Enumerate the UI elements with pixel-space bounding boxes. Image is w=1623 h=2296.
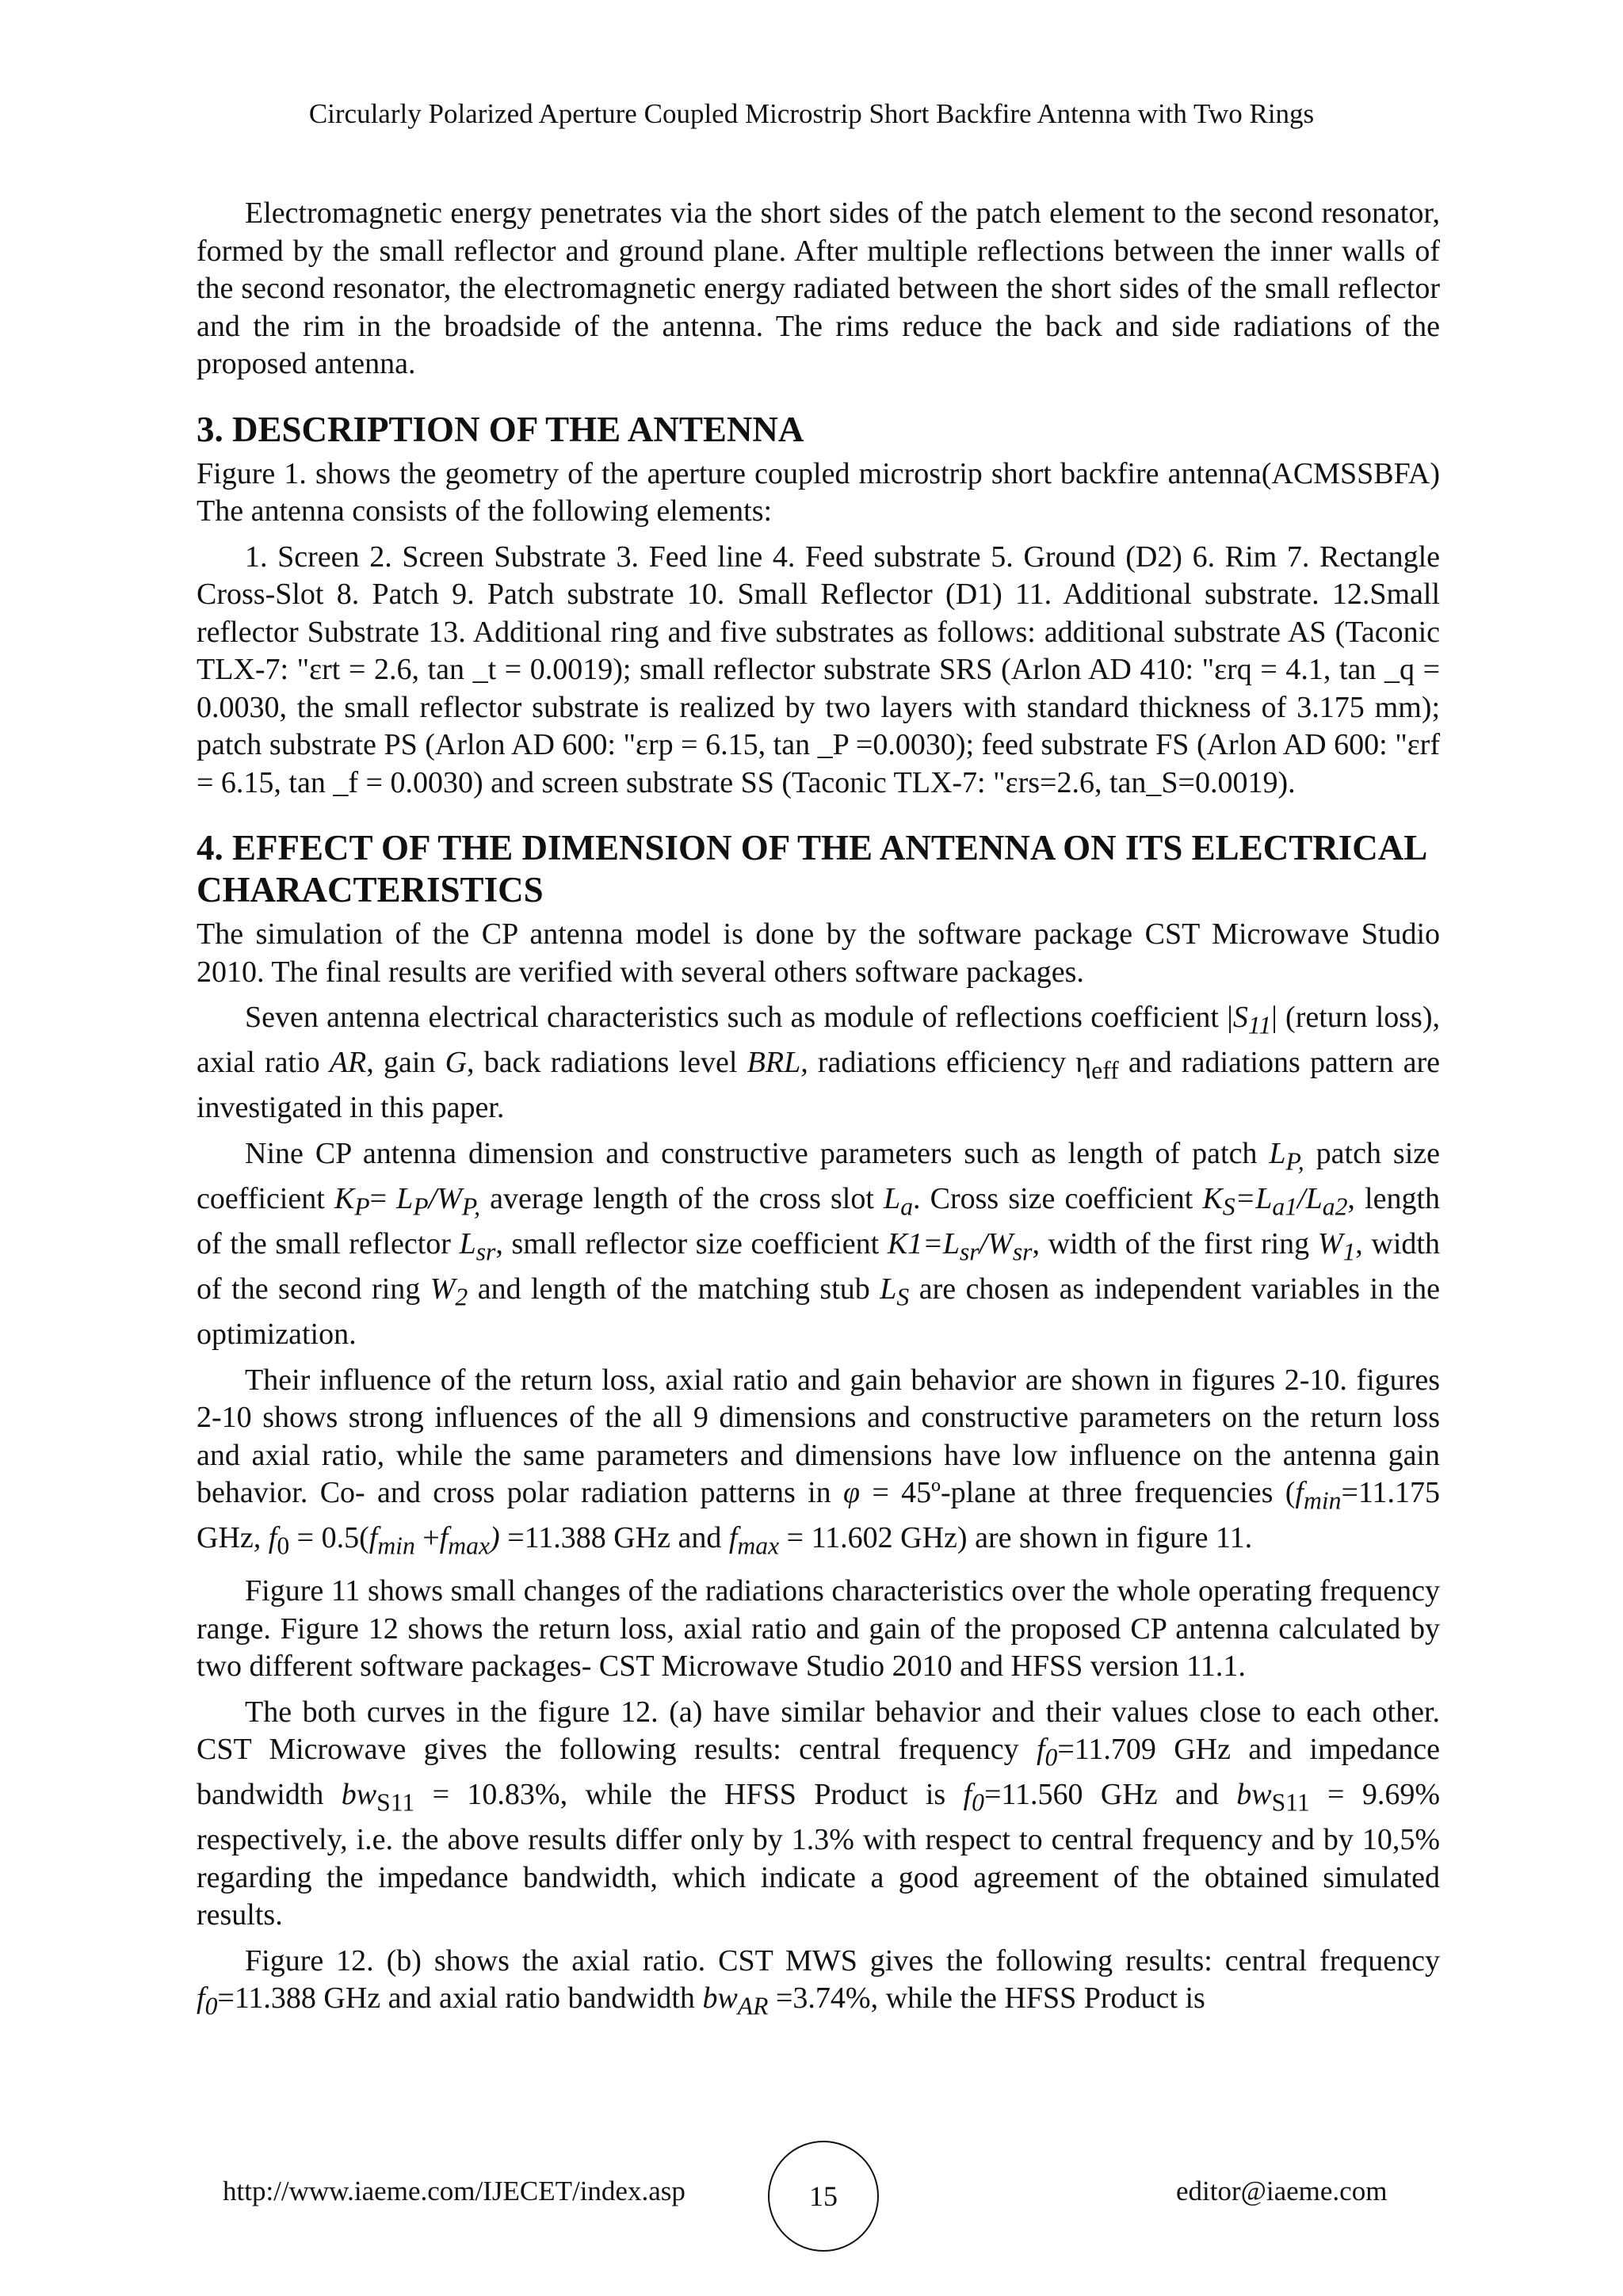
section-3-heading: 3. DESCRIPTION OF THE ANTENNA [197, 409, 804, 449]
paragraph-9: The both curves in the figure 12. (a) have similar behavior and their values close to each other. CST Microwave gives the following results: central frequency $f_0=11.709$ GHz and impedance bandwidth $bw_{S11} = 10.83\%$, while the HFSS Product is $f_0=11.560$ GHz and $bw_{S11} = 9.69\%$ respectively, i.e. the above results differ only by 1.3% with respect to central frequency and by 10,5% regarding the impedance bandwidth, which indicate a good agreement of the obtained simulated results. [197, 1695, 1441, 1932]
paragraph-10: Figure 12. (b) shows the axial ratio. CST MWS gives the following results: central frequency $f_0=11.388$ GHz and axial ratio bandwidth $bw_{AR} =3.74\%$, while the HFSS Product is [197, 1943, 1440, 2021]
editor-email-link[interactable]: editor@iaeme.com [1176, 2176, 1388, 2206]
section-4-heading: 4. EFFECT OF THE DIMENSION OF THE ANTENNA ON ITS ELECTRICAL CHARACTERISTICS [197, 828, 1426, 910]
paragraph-6: Nine CP antenna dimension and constructive parameters such as length of patch $L_{P,}$ patch size coefficient $K_P= L_P/W_{P,}$ average length of the cross slot $L_a$. Cross size coefficient $K_S=L_{a1}/L_{a2}$, length of the small reflector $L_{sr}$, small reflector size coefficient $K1=L_{sr}/W_{sr}$, width of the first ring $W_1$, width of the second ring $W_2$ and length of the matching stub $L_S$ are chosen as independent variables in the optimization. [197, 1136, 1441, 1352]
paragraph-4: The simulation of the CP antenna model is done by the software package CST Microwave Studio 2010. The final results are verified with several others software packages. [197, 917, 1440, 989]
page-number: 15 [768, 2141, 879, 2252]
main-text [197, 195, 1440, 2034]
page-footer [0, 2168, 1623, 2215]
paragraph-5: Seven antenna electrical characteristics such as module of reflections coefficient $|S_{11}|$ (return loss), axial ratio AR, gain G, back radiations level BRL, radiations efficiency $\eta_{eff}$ and radiations pattern are investigated in this paper. [197, 1001, 1441, 1125]
paragraph-1: Electromagnetic energy penetrates via the short sides of the patch element to the second resonator, formed by the small reflector and ground plane. After multiple reflections between the inner walls of the second resonator, the electromagnetic energy radiated between the short sides of the small reflector and the rim in the broadside of the antenna. The rims reduce the back and side radiations of the proposed antenna. [197, 196, 1440, 380]
paragraph-2: Figure 1. shows the geometry of the aperture coupled microstrip short backfire antenna(ACMSSBFA) The antenna consists of the following elements: [197, 456, 1440, 528]
paragraph-7: Their influence of the return loss, axial ratio and gain behavior are shown in figures 2-10. figures 2-10 shows strong influences of the all 9 dimensions and constructive parameters on the return loss and axial ratio, while the same parameters and dimensions have low influence on the antenna gain behavior. Co- and cross polar radiation patterns in φ = 45º-plane at three frequencies ($f_{min}=11.175$ GHz, $f_0 = 0.5(f_{min} +f_{max}) =11.388$ GHz and $f_{max} = 11.602$ GHz) are shown in figure 11. [197, 1363, 1440, 1560]
paragraph-8: Figure 11 shows small changes of the radiations characteristics over the whole operating frequency range. Figure 12 shows the return loss, axial ratio and gain of the proposed CP antenna calculated by two different software packages- CST Microwave Studio 2010 and HFSS version 11.1. [197, 1574, 1440, 1684]
paragraph-3: 1. Screen 2. Screen Substrate 3. Feed line 4. Feed substrate 5. Ground (D2) 6. Rim 7. Rectangle Cross-Slot 8. Patch 9. Patch substrate 10. Small Reflector (D1) 11. Additional substrate. 12.Small reflector Substrate 13. Additional ring and five substrates as follows: additional substrate AS (Taconic TLX-7: "εrt = 2.6, tan _t = 0.0019); small reflector substrate SRS (Arlon AD 410: "εrq = 4.1, tan _q = 0.0030, the small reflector substrate is realized by two layers with standard thickness of 3.175 mm); patch substrate PS (Arlon AD 600: "εrp = 6.15, tan _P =0.0030); feed substrate FS (Arlon AD 600: "εrf = 6.15, tan _f = 0.0030) and screen substrate SS (Taconic TLX-7: "εrs=2.6, tan_S=0.0019). [197, 540, 1440, 799]
running-title: Circularly Polarized Aperture Coupled Microstrip Short Backfire Antenna with Two Rings [308, 98, 1315, 129]
journal-url-link[interactable]: http://www.iaeme.com/IJECET/index.asp [223, 2176, 685, 2206]
